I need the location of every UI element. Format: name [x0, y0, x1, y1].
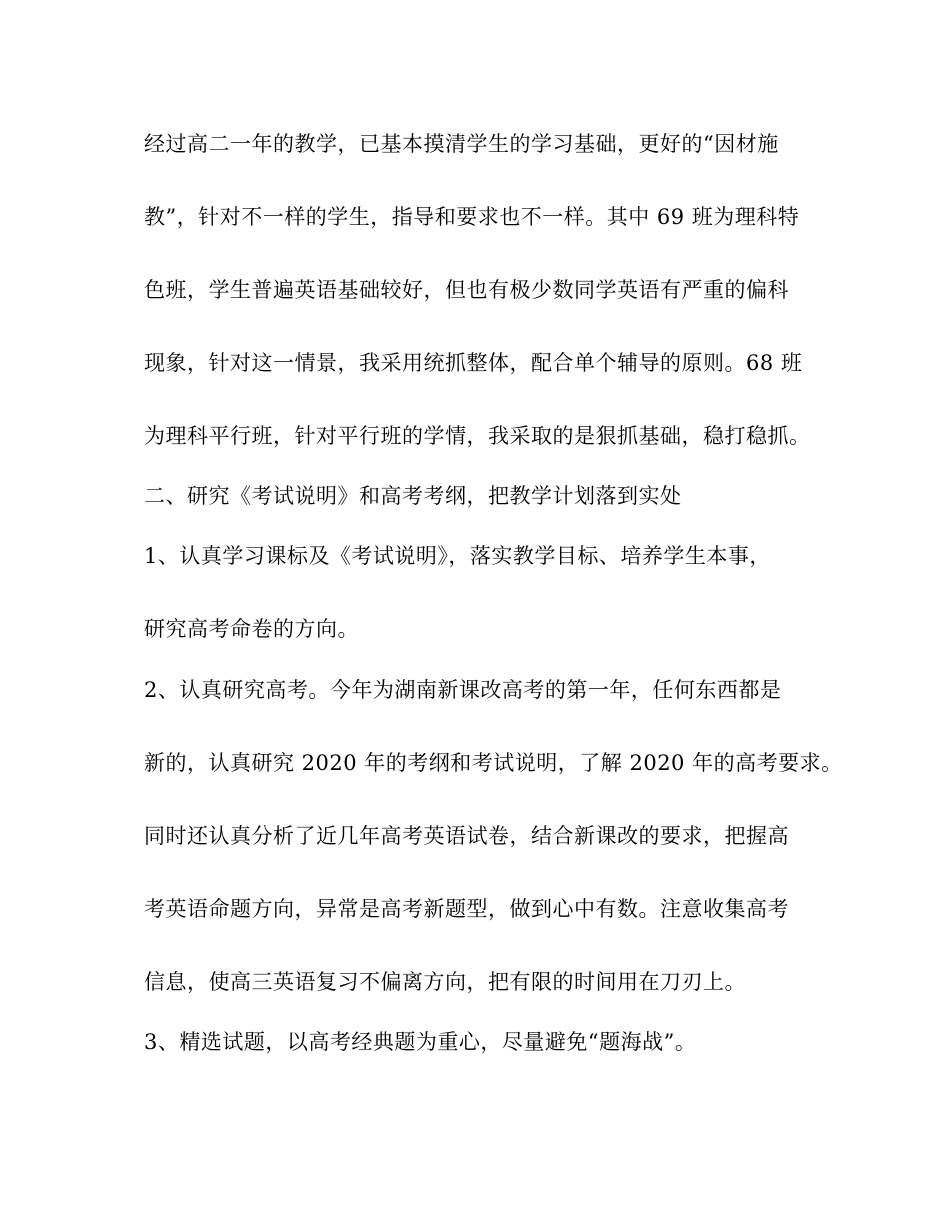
- paragraph-line: 为理科平行班，针对平行班的学情，我采取的是狠抓基础，稳打稳抓。: [144, 424, 811, 448]
- paragraph-line: 经过高二一年的教学，已基本摸清学生的学习基础，更好的“因材施: [144, 132, 779, 156]
- list-item-line: 1、认真学习课标及《考试说明》，落实教学目标、培养学生本事，: [144, 544, 771, 568]
- list-item-line: 同时还认真分析了近几年高考英语试卷，结合新课改的要求，把握高: [144, 824, 789, 848]
- paragraph-line: 教”，针对不一样的学生，指导和要求也不一样。其中 69 班为理科特: [144, 205, 800, 229]
- paragraph-line: 现象，针对这一情景，我采用统抓整体，配合单个辅导的原则。68 班: [144, 351, 803, 375]
- section-heading: 二、研究《考试说明》和高考考纲，把教学计划落到实处: [144, 484, 682, 508]
- list-item-line: 新的，认真研究 2020 年的考纲和考试说明，了解 2020 年的高考要求。: [144, 751, 843, 775]
- list-item-line: 信息，使高三英语复习不偏离方向，把有限的时间用在刀刃上。: [144, 970, 746, 994]
- list-item-line: 研究高考命卷的方向。: [144, 617, 359, 641]
- list-item-line: 2、认真研究高考。今年为湖南新课改高考的第一年，任何东西都是: [144, 678, 782, 702]
- list-item-line: 考英语命题方向，异常是高考新题型，做到心中有数。注意收集高考: [144, 897, 789, 921]
- list-item-line: 3、精选试题，以高考经典题为重心，尽量避免“题海战”。: [144, 1030, 697, 1054]
- paragraph-line: 色班，学生普遍英语基础较好，但也有极少数同学英语有严重的偏科: [144, 278, 789, 302]
